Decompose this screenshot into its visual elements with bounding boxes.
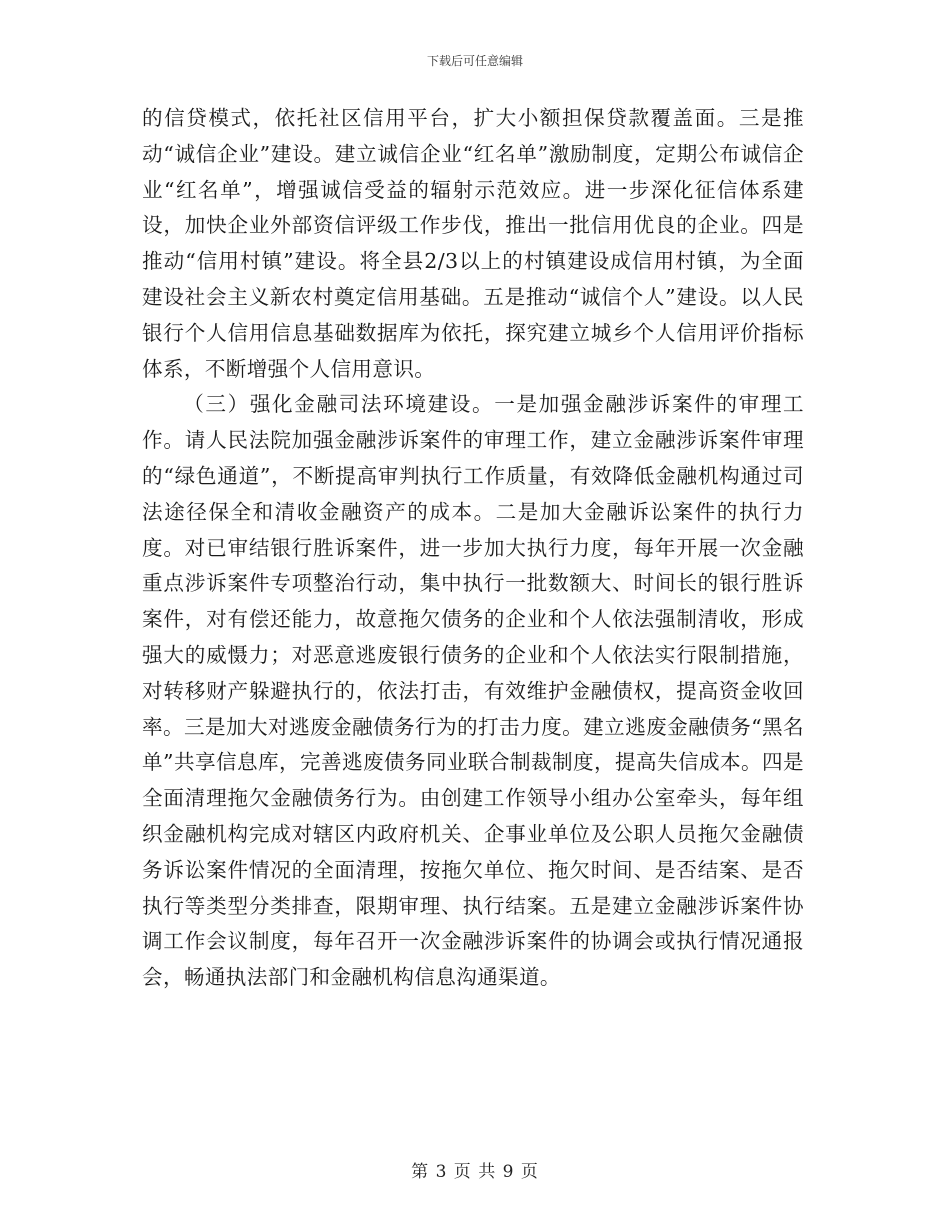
paragraph-credit-building: 的信贷模式，依托社区信用平台，扩大小额担保贷款覆盖面。三是推动“诚信企业”建设。建立诚信企业“红名单”激励制度，定期公布诚信企业“红名单”，增强诚信受益的辐射示范效应。进一步深化征信体系建设，加快企业外部资信评级工作步伐，推出一批信用优良的企业。四是推动“信用村镇”建设。将全县2/3以上的村镇建设成信用村镇，为全面建设社会主义新农村奠定信用基础。五是推动“诚信个人”建设。以人民银行个人信用信息基础数据库为依托，探究建立城乡个人信用评价指标体系，不断增强个人信用意识。 xyxy=(142,106,804,381)
document-body xyxy=(142,101,804,996)
page-number-label: 第 3 页 共 9 页 xyxy=(411,1162,539,1182)
paragraph-judicial-environment: （三）强化金融司法环境建设。一是加强金融涉诉案件的审理工作。请人民法院加强金融涉诉案件的审理工作，建立金融涉诉案件审理的“绿色通道”，不断提高审判执行工作质量，有效降低金融机构通过司法途径保全和清收金融资产的成本。二是加大金融诉讼案件的执行力度。对已审结银行胜诉案件，进一步加大执行力度，每年开展一次金融重点涉诉案件专项整治行动，集中执行一批数额大、时间长的银行胜诉案件，对有偿还能力，故意拖欠债务的企业和个人依法强制清收，形成强大的威慑力；对恶意逃废银行债务的企业和个人依法实行限制措施，对转移财产躲避执行的，依法打击，有效维护金融债权，提高资金收回率。三是加大对逃废金融债务行为的打击力度。建立逃废金融债务“黑名单”共享信息库，完善逃废债务同业联合制裁制度，提高失信成本。四是全面清理拖欠金融债务行为。由创建工作领导小组办公室牵头，每年组织金融机构完成对辖区内政府机关、企事业单位及公职人员拖欠金融债务诉讼案件情况的全面清理，按拖欠单位、拖欠时间、是否结案、是否执行等类型分类排查，限期审理、执行结案。五是建立金融涉诉案件协调工作会议制度，每年召开一次金融涉诉案件的协调会或执行情况通报会，畅通执法部门和金融机构信息沟通渠道。 xyxy=(142,392,804,990)
header-note: 下载后可任意编辑 xyxy=(426,54,523,68)
page-number xyxy=(0,1157,950,1182)
